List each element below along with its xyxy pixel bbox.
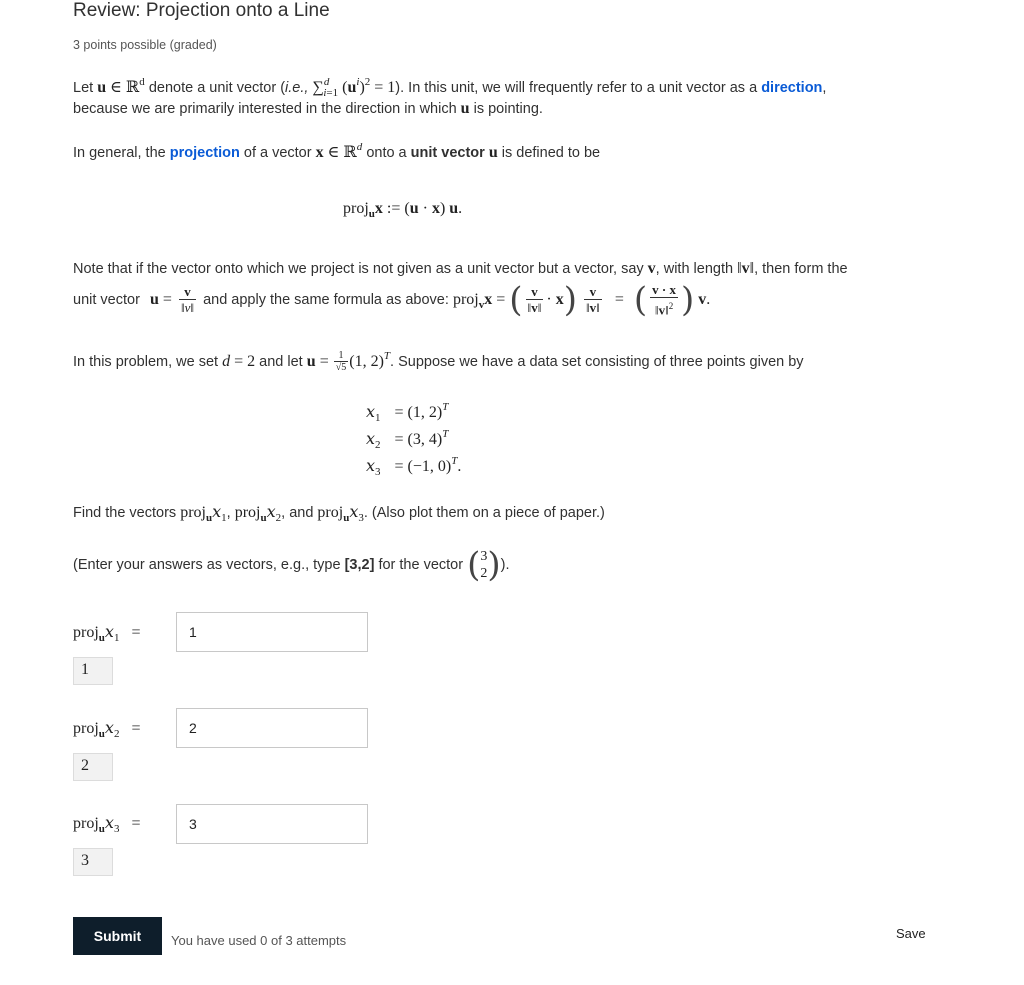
answer-3-input[interactable] [176, 804, 368, 844]
data-point-3: 𝑥$_3$ = (−1, 0)$^T$. [366, 455, 462, 478]
data-point-2: 𝑥$_2$ = (3, 4)$^T$ [366, 428, 449, 451]
projection-link[interactable]: projection [169, 145, 240, 161]
intro-line-1: Let u ∈ ℝ$^d$ denote a unit vector (i.e., ∑$^d_{i=1}$ $(u^i)^2 = 1$). In this unit, we will frequently refer to a unit vector as a direction, [73, 76, 827, 99]
answer-2-input[interactable] [176, 708, 368, 748]
direction-link[interactable]: direction [761, 80, 823, 96]
answer-1-label: proj$_u$𝑥$_1$ = [73, 624, 141, 644]
attempts-status: You have used 0 of 3 attempts [171, 933, 347, 948]
page-title: Review: Projection onto a Line [73, 0, 330, 21]
find-vectors-text: Find the vectors proj$_u$𝑥$_1$, proj$_u$𝑥$_2$, and proj$_u$𝑥$_3$. (Also plot them on a piece of paper.) [73, 504, 605, 524]
problem-setup: In this problem, we set d = 2 and let u = $\frac{1}{√5}$ (1, 2)$^T$. Suppose we have a data set consisting of three points given by [73, 349, 804, 373]
submit-button[interactable]: Submit [73, 917, 162, 955]
data-point-1: 𝑥$_1$ = (1, 2)$^T$ [366, 401, 449, 424]
projection-formula: proj$_u$x := (u · x) u. [343, 200, 463, 220]
note-line-1: Note that if the vector onto which we project is not given as a unit vector but a vector, say v, with length ‖v‖, then form the [73, 260, 848, 277]
intro-line-2: because we are primarily interested in the direction in which u is pointing. [73, 100, 543, 117]
save-button[interactable]: Save [896, 926, 926, 941]
answer-3-label: proj$_u$𝑥$_3$ = [73, 815, 141, 835]
points-possible: 3 points possible (graded) [73, 38, 217, 52]
answer-1-input[interactable] [176, 612, 368, 652]
answer-2-preview: 2 [73, 753, 113, 781]
projection-definition-text: In general, the projection of a vector x ∈ ℝ$^d$ onto a unit vector u is defined to be [73, 141, 601, 161]
answer-1-preview: 1 [73, 657, 113, 685]
note-line-2: unit vector u = $\frac{v}{‖v‖}$ and apply the same formula as above: proj$_v$x = ( $\frac{v}{‖v‖}$ · x) $\frac{v}{‖v‖}$ = ( $\frac{v \cdot x}{‖v‖^2}$ ) v. [73, 280, 711, 321]
answer-format-hint: (Enter your answers as vectors, e.g., type [3,2] for the vector (3 2)). [73, 545, 510, 585]
answer-3-preview: 3 [73, 848, 113, 876]
answer-2-label: proj$_u$𝑥$_2$ = [73, 720, 141, 740]
